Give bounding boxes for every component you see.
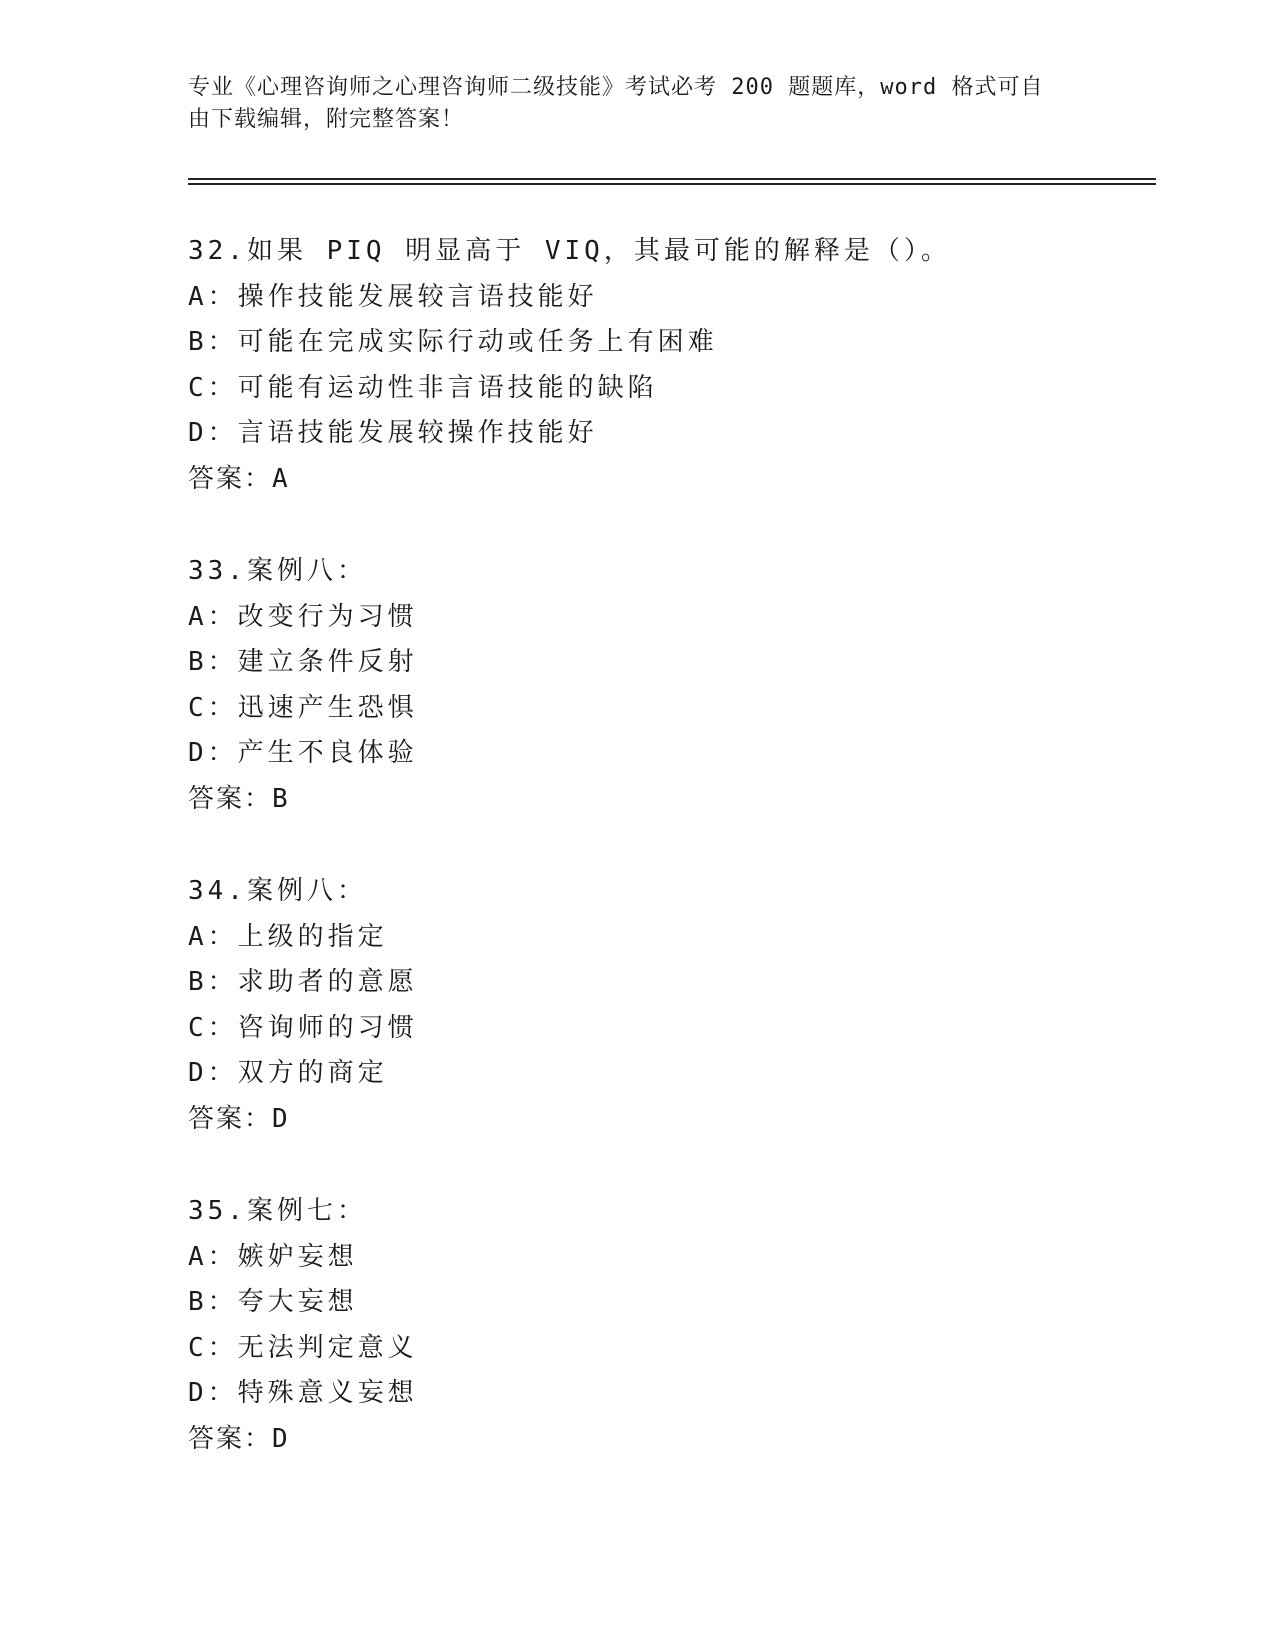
- option-a: A：上级的指定: [188, 921, 388, 952]
- answer-line: [188, 1097, 1088, 1143]
- question-34: [188, 869, 1088, 1143]
- option-a: A：操作技能发展较言语技能好: [188, 281, 598, 312]
- answer-label: 答案：: [188, 1103, 273, 1134]
- answer-value: A: [272, 463, 290, 494]
- option-d: D：产生不良体验: [188, 738, 418, 769]
- answer-label: 答案：: [188, 783, 273, 814]
- question-33: [188, 549, 1088, 823]
- option-b: B：求助者的意愿: [188, 967, 418, 998]
- answer-value: D: [272, 1423, 290, 1454]
- option-d: D：言语技能发展较操作技能好: [188, 418, 598, 449]
- option-a: A：改变行为习惯: [188, 601, 418, 632]
- question-stem: 34.案例八：: [188, 876, 367, 906]
- question-35: [188, 1189, 1088, 1463]
- answer-label: 答案：: [188, 1423, 273, 1454]
- answer-line: [188, 1417, 1088, 1463]
- option-b: B：夸大妄想: [188, 1287, 358, 1318]
- answer-line: [188, 777, 1088, 823]
- header-divider-top: [188, 178, 1156, 180]
- answer-label: 答案：: [188, 463, 273, 494]
- question-stem: 35.案例七：: [188, 1196, 367, 1226]
- option-a: A：嫉妒妄想: [188, 1241, 358, 1272]
- question-stem: 32.如果 PIQ 明显高于 VIQ，其最可能的解释是（）。: [188, 236, 951, 266]
- question-32: [188, 229, 1088, 503]
- option-d: D：特殊意义妄想: [188, 1378, 418, 1409]
- option-d: D：双方的商定: [188, 1058, 388, 1089]
- answer-value: D: [272, 1103, 290, 1134]
- option-c: C：无法判定意义: [188, 1332, 418, 1363]
- answer-value: B: [272, 783, 290, 814]
- option-c: C：咨询师的习惯: [188, 1012, 418, 1043]
- option-b: B：建立条件反射: [188, 647, 418, 678]
- header-line-1: 专业《心理咨询师之心理咨询师二级技能》考试必考 200 题题库，word 格式可自: [188, 75, 1044, 100]
- question-stem: 33.案例八：: [188, 556, 367, 586]
- option-b: B：可能在完成实际行动或任务上有困难: [188, 327, 718, 358]
- header-line-2: 由下载编辑，附完整答案！: [188, 107, 465, 132]
- answer-line: [188, 457, 1088, 503]
- option-c: C：迅速产生恐惧: [188, 692, 418, 723]
- header-divider-bottom: [188, 183, 1156, 185]
- document-header: [188, 72, 1068, 136]
- option-c: C：可能有运动性非言语技能的缺陷: [188, 372, 658, 403]
